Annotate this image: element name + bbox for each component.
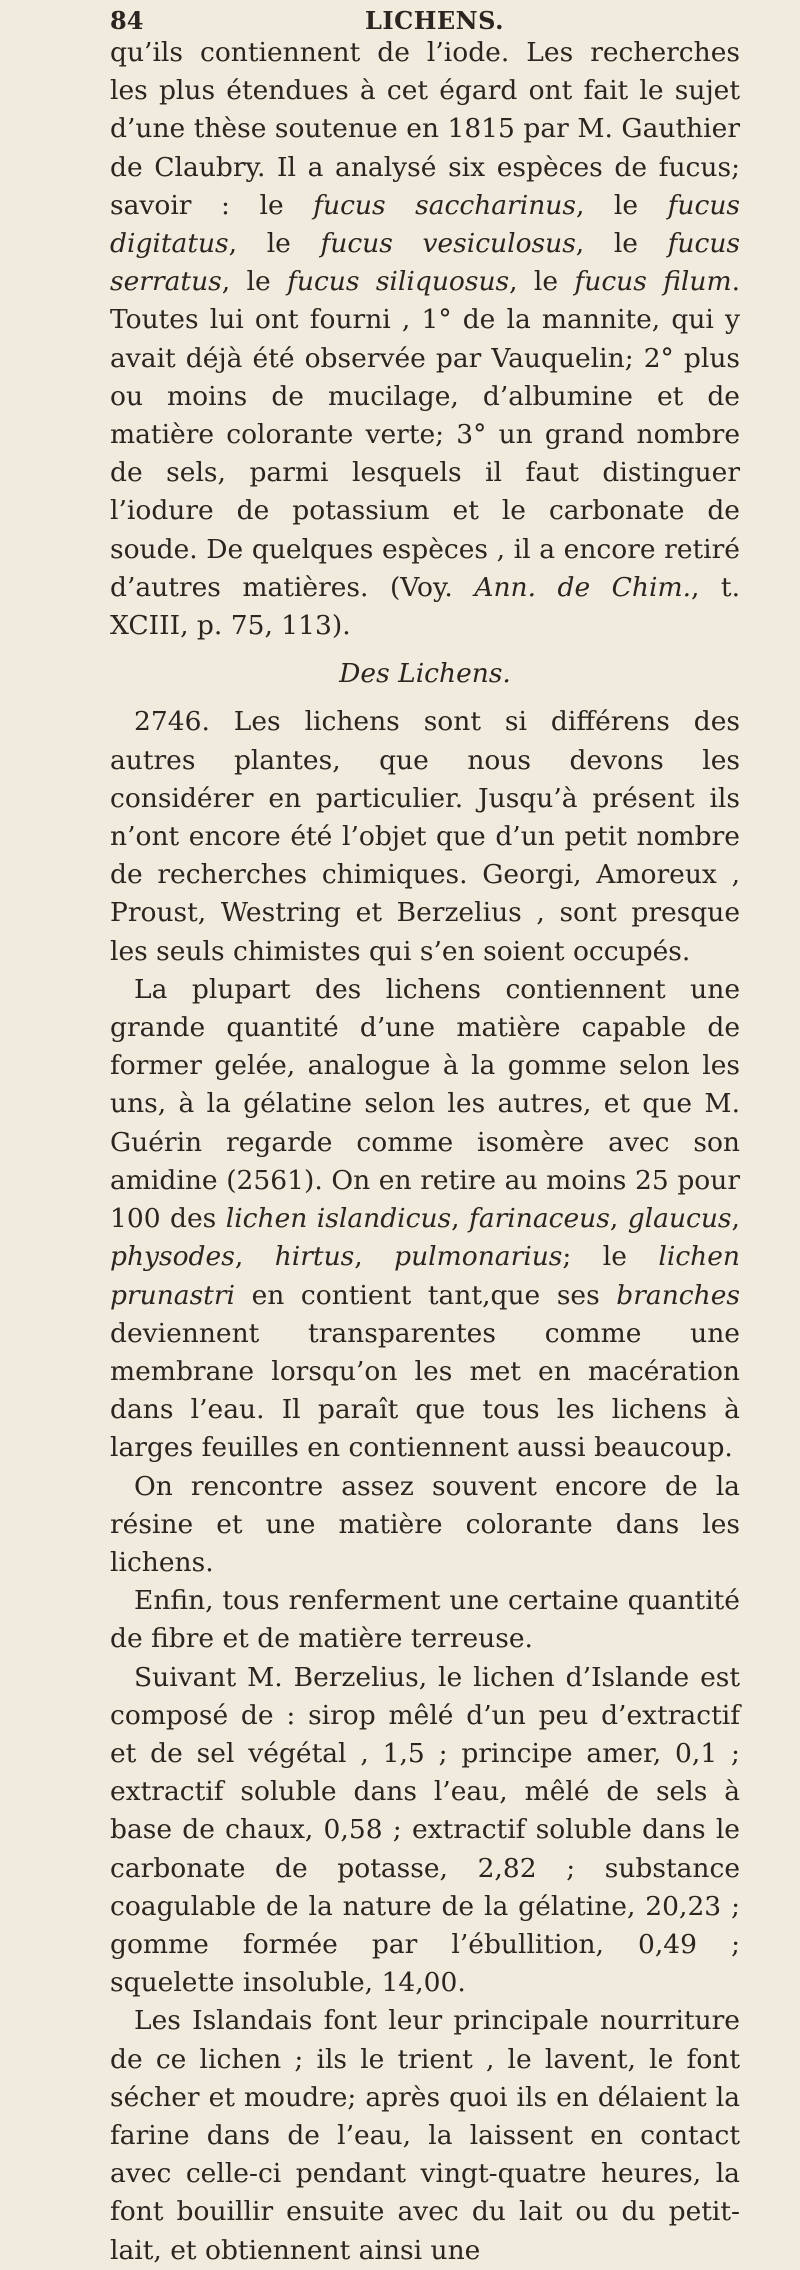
book-page — [0, 2, 800, 2266]
italic-text: hirtus — [274, 1241, 355, 1273]
text-run: deviennent transparentes comme une membrane lorsqu’on les met en macération dans l’eau. Il paraît que tous les lichens à larges feuilles en contiennent aussi beaucoup. — [110, 1317, 740, 1464]
italic-text: physodes — [110, 1241, 235, 1273]
paragraphs-after — [110, 703, 740, 2269]
paragraphs-before — [110, 34, 740, 645]
page-number: 84 — [110, 6, 144, 35]
paragraph — [110, 971, 740, 1468]
text-run: Les Islandais font leur principale nourriture de ce lichen ; ils le trient , le lavent, le font sécher et moudre; après quoi ils en délaient la farine dans de l’eau, la laissent en contact avec celle-ci pendant vingt-quatre heures, la font bouillir ensuite avec du lait ou du petit-lait, et obtiennent ainsi une — [110, 2005, 740, 2266]
text-run: , le — [575, 228, 668, 260]
text-run: . Toutes lui ont fourni , 1° de la mannite, qui y avait déjà été observée par Vauquelin; 2° plus ou moins de mucilage, d’albumine et de matière colorante verte; 3° un grand nombre de sels, parmi lesquels il faut distinguer l’iodure de potassium et le carbonate de soude. De quelques espèces , il a encore retiré d’autres matières. (Voy. — [110, 266, 741, 603]
italic-text: fucus digitatus — [110, 189, 740, 260]
text-run: 2746. Les lichens sont si différens des autres plantes, que nous devons les considérer en particulier. Jusqu’à présent ils n’ont encore été l’objet que d’un petit nombre de recherches chimiques. Georgi, Amoreux , Proust, Westring et Berzelius , sont presque les seuls chimistes qui s’en soient occupés. — [110, 706, 740, 967]
italic-text: lichen prunastri — [110, 1241, 740, 1311]
section-heading: Des Lichens. — [339, 658, 511, 690]
text-run: , le — [509, 266, 575, 298]
text-run: , le — [221, 266, 288, 298]
italic-text: fucus filum — [574, 266, 732, 298]
page-header — [110, 2, 740, 34]
text-run: On rencontre assez souvent encore de la résine et une matière colorante dans les lichens. — [110, 1470, 740, 1578]
text-run: , — [731, 1203, 740, 1235]
text-run: , le — [575, 189, 668, 221]
text-run: , — [609, 1203, 628, 1235]
running-title: LICHENS. — [365, 6, 504, 35]
text-run: qu’ils contiennent de l’iode. Les recherches les plus étendues à cet égard ont fait le sujet d’une thèse soutenue en 1815 par M. Gauthier de Claubry. Il a analysé six espèces de fucus; savoir : le — [110, 37, 740, 221]
text-run: ; le — [562, 1241, 659, 1273]
text-run: La plupart des lichens contiennent une grande quantité d’une matière capable de former gelée, analogue à la gomme selon les uns, à la gélatine selon les autres, et que M. Guérin regarde comme isomère avec son amidine (2561). On en retire au moins 25 pour 100 des — [110, 973, 740, 1235]
italic-text: fucus siliquosus — [287, 266, 510, 298]
text-run: , — [354, 1241, 395, 1273]
italic-text: Ann. de Chim. — [474, 571, 692, 603]
paragraph — [110, 703, 740, 970]
paragraph — [110, 34, 740, 645]
italic-text: pulmonarius — [394, 1241, 563, 1273]
paragraph — [110, 1468, 740, 1583]
page-body — [110, 34, 740, 2270]
paragraph — [110, 1582, 740, 1658]
paragraph — [110, 2002, 740, 2269]
paragraph — [110, 1659, 740, 2003]
italic-text: lichen islandicus — [225, 1203, 452, 1235]
text-run: Suivant M. Berzelius, le lichen d’Islande est composé de : sirop mêlé d’un peu d’extractif et de sel végétal , 1,5 ; principe amer, 0,1 ; extractif soluble dans l’eau, mêlé de sels à base de chaux, 0,58 ; extractif soluble dans le carbonate de potasse, 2,82 ; substance coagulable de la nature de la gélatine, 20,23 ; gomme formée par l’ébullition, 0,49 ; squelette insoluble, 14,00. — [110, 1661, 740, 1999]
italic-text: branches — [616, 1279, 740, 1311]
text-run: , — [234, 1241, 275, 1273]
text-run: , t. XCIII, p. 75, 113). — [110, 571, 741, 642]
italic-text: farinaceus — [469, 1203, 610, 1235]
italic-text: glaucus — [627, 1203, 732, 1235]
italic-text: fucus serratus — [110, 228, 740, 298]
text-run: Enfin, tous renferment une certaine quantité de fibre et de matière terreuse. — [110, 1585, 740, 1655]
text-run: , le — [228, 228, 321, 260]
italic-text: fucus vesiculosus — [320, 228, 576, 260]
italic-text: fucus saccharinus — [313, 189, 576, 221]
text-run: , — [451, 1203, 470, 1235]
text-run: en contient tant,que ses — [234, 1279, 617, 1311]
